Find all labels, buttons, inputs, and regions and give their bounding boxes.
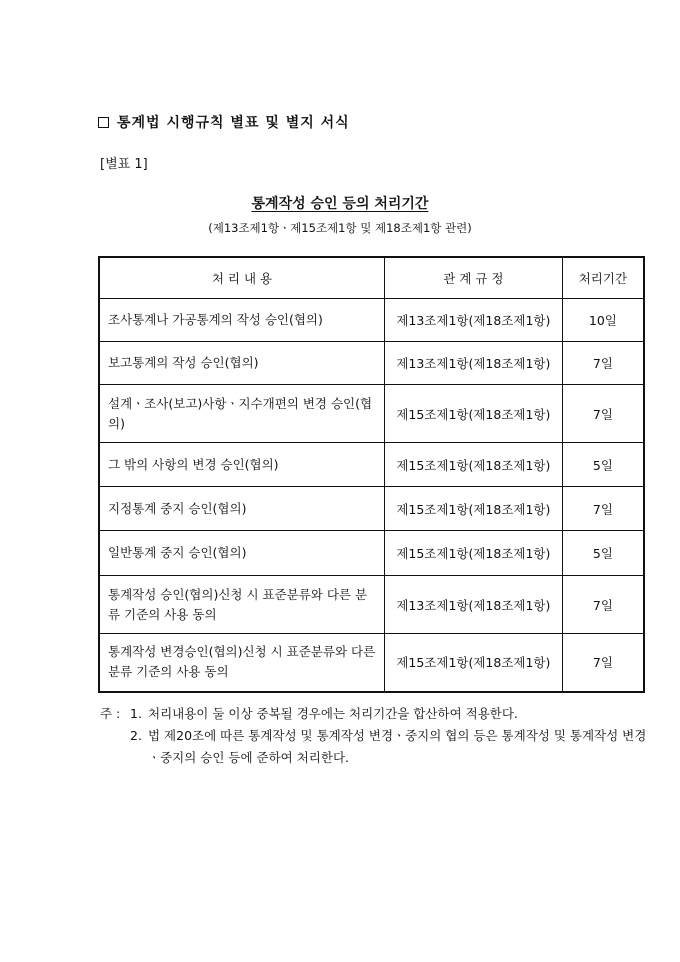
note-text: 법 제20조에 따른 통계작성 및 통계작성 변경ㆍ중지의 협의 등은 통계작성 및 통계작성 변경ㆍ중지의 승인 등에 준하여 처리한다.	[148, 728, 647, 765]
row-period: 7일	[562, 342, 644, 385]
table-row	[99, 576, 644, 634]
annex-label: [별표 1]	[100, 157, 148, 172]
section-heading-text: 통계법 시행규칙 별표 및 별지 서식	[117, 115, 350, 131]
row-content: 조사통계나 가공통계의 작성 승인(협의)	[99, 299, 384, 342]
table-row	[99, 634, 644, 692]
table-row	[99, 342, 644, 385]
section-heading	[98, 112, 350, 132]
row-regulation: 제15조제1항(제18조제1항)	[384, 443, 562, 487]
row-regulation: 제15조제1항(제18조제1항)	[384, 634, 562, 692]
row-content: 지정통계 중지 승인(협의)	[99, 487, 384, 531]
document-subtitle: (제13조제1항ㆍ제15조제1항 및 제18조제1항 관련)	[208, 221, 472, 235]
row-period: 7일	[562, 385, 644, 443]
row-regulation: 제13조제1항(제18조제1항)	[384, 299, 562, 342]
notes-section	[100, 703, 648, 769]
header-period: 처리기간	[562, 257, 644, 299]
row-period: 5일	[562, 531, 644, 576]
row-period: 7일	[562, 576, 644, 634]
row-regulation: 제13조제1항(제18조제1항)	[384, 576, 562, 634]
note-item	[100, 725, 648, 769]
row-regulation: 제13조제1항(제18조제1항)	[384, 342, 562, 385]
note-item	[100, 703, 648, 725]
row-content: 통계작성 변경승인(협의)신청 시 표준분류와 다른 분류 기준의 사용 동의	[99, 634, 384, 692]
note-number: 2.	[130, 728, 142, 743]
row-period: 7일	[562, 634, 644, 692]
document-title: 통계작성 승인 등의 처리기간	[251, 196, 429, 212]
row-period: 7일	[562, 487, 644, 531]
row-content: 그 밖의 사항의 변경 승인(협의)	[99, 443, 384, 487]
row-regulation: 제15조제1항(제18조제1항)	[384, 487, 562, 531]
row-content: 설계ㆍ조사(보고)사항ㆍ지수개편의 변경 승인(협의)	[99, 385, 384, 443]
row-content: 통계작성 승인(협의)신청 시 표준분류와 다른 분류 기준의 사용 동의	[99, 576, 384, 634]
table-header-row	[99, 257, 644, 299]
notes-prefix: 주 :	[100, 706, 121, 721]
processing-period-table	[98, 256, 645, 693]
row-content: 일반통계 중지 승인(협의)	[99, 531, 384, 576]
checkbox-icon	[98, 117, 109, 128]
table-row	[99, 531, 644, 576]
note-text: 처리내용이 둘 이상 중복될 경우에는 처리기간을 합산하여 적용한다.	[148, 706, 518, 721]
row-regulation: 제15조제1항(제18조제1항)	[384, 531, 562, 576]
note-number: 1.	[130, 706, 142, 721]
header-content: 처 리 내 용	[99, 257, 384, 299]
header-regulation: 관 계 규 정	[384, 257, 562, 299]
table-row	[99, 443, 644, 487]
table-row	[99, 487, 644, 531]
row-regulation: 제15조제1항(제18조제1항)	[384, 385, 562, 443]
table-row	[99, 299, 644, 342]
row-period: 5일	[562, 443, 644, 487]
row-period: 10일	[562, 299, 644, 342]
table-row	[99, 385, 644, 443]
row-content: 보고통계의 작성 승인(협의)	[99, 342, 384, 385]
